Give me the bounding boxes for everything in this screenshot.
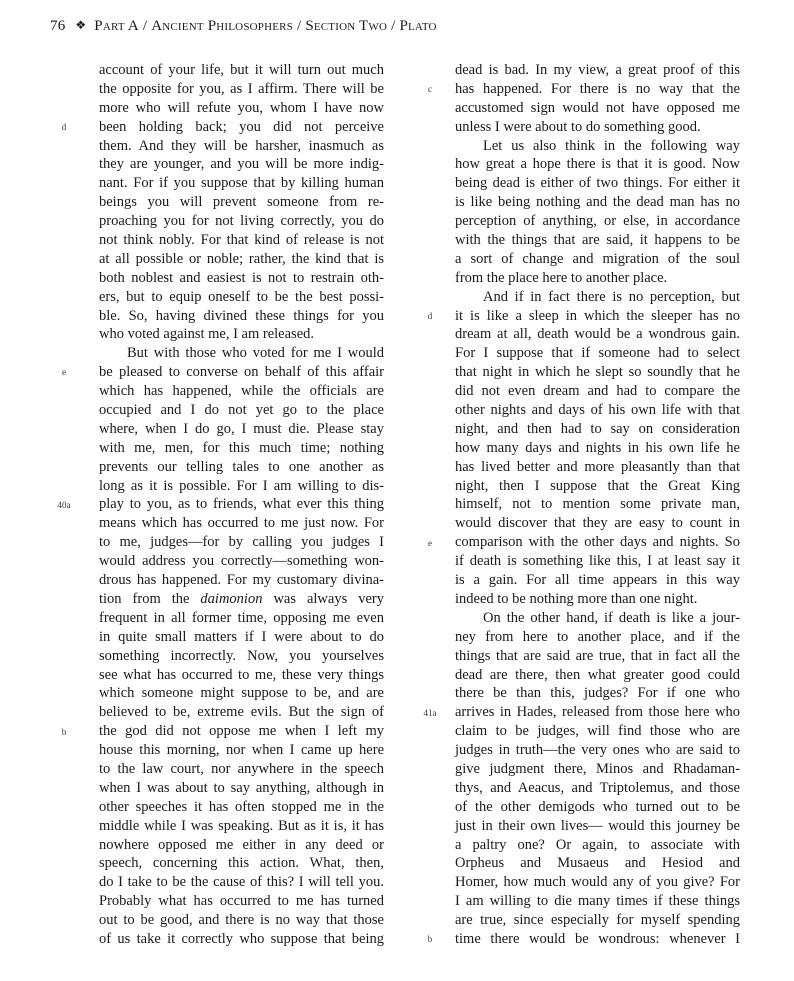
text-line: dead is bad. In my view, a great proof of this (455, 62, 740, 78)
text-line: which has happened, while the officials are (99, 383, 384, 400)
text-line: indeed to be nothing more than one night. (455, 590, 698, 607)
text-line: how many days and nights in his own life he (455, 439, 740, 456)
text-line: dead are there, then what greater good could (455, 666, 740, 683)
text-line: judges in truth—the very ones who are said to (455, 742, 740, 759)
text-line: them. And they will be harsher, inasmuch as (99, 137, 384, 154)
text-line: Orpheus and Musaeus and Hesiod and (455, 855, 740, 872)
stephanus-marker: 41a (423, 707, 437, 718)
text-line: more who will refute you, whom I have now (99, 99, 384, 116)
stephanus-marker: d (427, 310, 433, 321)
text-line: night, and then had to say on consideration (455, 420, 740, 437)
text-line: Homer, how much would any of you give? For (455, 874, 740, 891)
text-line: middle while I was speaking. But as it is, it has (99, 817, 384, 834)
left-text-column (57, 61, 384, 947)
text-line: where, when I do go, I must die. Please stay (99, 420, 384, 437)
text-line: to me, judges—for by calling you judges I (99, 534, 384, 551)
text-line: And if in fact there is no perception, but (483, 288, 740, 305)
stephanus-marker: b (61, 726, 67, 737)
text-line: being dead is either of two things. For either it (455, 175, 740, 192)
stephanus-marker: c (428, 83, 432, 94)
stephanus-marker: b (427, 934, 433, 945)
text-line: when I was about to say anything, although in (99, 779, 384, 796)
text-line: ney from here to another place, and if the (455, 628, 740, 645)
text-line: claim to be judges, will find those who are (455, 723, 740, 740)
text-line: things that are said are true, that in fact all the (455, 647, 740, 664)
text-line: the opposite for you, as I affirm. There will be (99, 80, 384, 97)
text-line: which someone might suppose to be, and are (99, 685, 384, 702)
text-line: of us take it correctly who suppose that being (99, 930, 384, 947)
text-line: with the things that are said, it happens to be (455, 232, 740, 249)
text-line: ble. So, having divined these things for you (99, 307, 384, 324)
text-line: at all possible or noble; rather, the kind that is (99, 250, 384, 267)
text-line: house this morning, nor when I came up here (99, 742, 384, 759)
text-line: thys, and Aeacus, and Triptolemus, and those (455, 779, 740, 796)
header-section-1: Ancient Philosophers (151, 18, 294, 34)
text-line: time there would be wondrous: whenever I (455, 930, 740, 947)
text-line: from the place here to another place. (455, 269, 668, 286)
text-line: arrives in Hades, released from those here who (455, 704, 740, 721)
text-line: Probably what has occurred to me has turned (99, 893, 384, 910)
text-line: means which has occurred to me just now. For (99, 515, 384, 532)
text-line: unless I were about to do something good. (455, 118, 701, 135)
text-line: night, then I suppose that the Great King (455, 477, 740, 494)
text-line: are true, since especially for myself spending (455, 912, 740, 929)
running-head (50, 18, 750, 40)
text-line: to the law court, nor anywhere in the speech (99, 760, 384, 777)
header-section-2: Section Two (305, 18, 388, 34)
text-line: not think nobly. For that kind of release is not (99, 232, 384, 249)
text-line: For I suppose that if someone had to select (455, 345, 740, 362)
text-line: there be than this, judges? For if one who (455, 685, 740, 702)
text-line: with me, men, for this much time; nothing (99, 439, 384, 456)
text-line: On the other hand, if death is like a jour- (483, 609, 740, 626)
text-line: But with those who voted for me I would (127, 345, 384, 362)
header-section-3: Plato (399, 18, 437, 34)
text-line: who voted against me, I am released. (99, 326, 315, 343)
text-line: dream at all, death would be a wondrous gain. (455, 326, 740, 343)
text-line: give judgment there, Minos and Rhadaman- (455, 760, 740, 777)
stephanus-marker: e (428, 537, 432, 548)
text-line: believed to be, extreme evils. But the sign of (99, 704, 384, 721)
text-line: perception of anything, or else, in accordance (455, 213, 740, 230)
text-line: beings you will prevent someone from re- (99, 194, 384, 211)
text-line: drous has happened. For my customary divina- (99, 572, 384, 589)
text-line: how great a hope there is that it is good. Now (455, 156, 740, 173)
header-part: Part A (94, 18, 139, 34)
diamond-ornament-icon: ❖ (75, 18, 87, 32)
header-separator: / (296, 18, 306, 34)
text-line: something incorrectly. Now, you yourselves (99, 647, 384, 664)
text-line: both noblest and easiest is not to restrain oth- (99, 269, 384, 286)
text-line: tion from the daimonion was always very (99, 590, 384, 607)
text-line: other speeches it has often stopped me in the (99, 798, 384, 815)
text-line: I am willing to die many times if these things (455, 893, 740, 910)
header-separator: / (391, 18, 400, 34)
italic-term: daimonion (200, 590, 263, 607)
stephanus-marker: e (62, 367, 66, 378)
text-line: would discover that they are easy to count in (455, 515, 740, 532)
text-line: is like being nothing and the dead man has no (455, 194, 740, 211)
text-line: prevents our telling tales to one another as (99, 458, 384, 475)
text-line: do I take to be the cause of this? I will tell you. (99, 874, 384, 891)
text-line: is a gain. For all time appears in this way (455, 572, 740, 589)
text-line: nant. For if you suppose that by killing human (99, 175, 384, 192)
text-line: if death is something like this, I at least say it (455, 553, 740, 570)
text-line: they are younger, and you will be more indig- (99, 156, 384, 173)
text-line: did not even dream and had to compare the (455, 383, 740, 400)
text-line: a sort of change and migration of the soul (455, 250, 740, 267)
text-line: occupied and I do not yet go to the place (99, 402, 384, 419)
text-line: has lived better and more pleasantly than that (455, 458, 740, 475)
text-line: a paltry one? Or again, to associate with (455, 836, 740, 853)
text-line: it is like a sleep in which the sleeper has no (455, 307, 740, 324)
text-line: that night in which he slept so soundly that he (455, 364, 740, 381)
text-line: long as it is possible. For I am willing to dis- (99, 477, 384, 494)
text-line: Let us also think in the following way (483, 137, 740, 154)
text-line: himself, not to mention some private man, (455, 496, 740, 513)
text-line: frequent in all former time, opposing me even (99, 609, 384, 626)
text-line: comparison with the other days and nights. So (455, 534, 740, 551)
header-separator: / (142, 18, 152, 34)
text-line: the god did not oppose me when I left my (99, 723, 384, 740)
text-line: ers, but to equip oneself to be the best possi- (99, 288, 384, 305)
text-line: play to you, as to friends, what ever this thing (99, 496, 384, 513)
text-line: has happened. For there is no way that the (455, 80, 740, 97)
right-text-column (423, 61, 740, 947)
text-line: just in their own lives— would this journey be (455, 817, 740, 834)
text-line: be pleased to converse on behalf of this affair (99, 364, 384, 381)
stephanus-marker: 40a (57, 499, 71, 510)
text-line: out to be good, and there is no way that those (99, 912, 384, 929)
text-line: account of your life, but it will turn out much (99, 62, 384, 78)
text-line: proaching you for not living correctly, you do (99, 213, 384, 230)
text-line: speech, concerning this action. What, then, (99, 855, 384, 872)
text-line: nowhere opposed me either in any deed or (99, 836, 384, 853)
text-line: of the other demigods who turned out to be (455, 798, 740, 815)
text-line: would address you correctly—something won- (99, 553, 384, 570)
stephanus-marker: d (61, 121, 67, 132)
text-line: been holding back; you did not perceive (99, 118, 384, 135)
page-number: 76 (50, 18, 66, 34)
text-line: in quite small matters if I were about to do (99, 628, 384, 645)
text-line: accustomed sign would not have opposed me (455, 99, 740, 116)
text-line: other nights and days of his own life with that (455, 402, 740, 419)
text-line: see what has occurred to me, these very things (99, 666, 384, 683)
